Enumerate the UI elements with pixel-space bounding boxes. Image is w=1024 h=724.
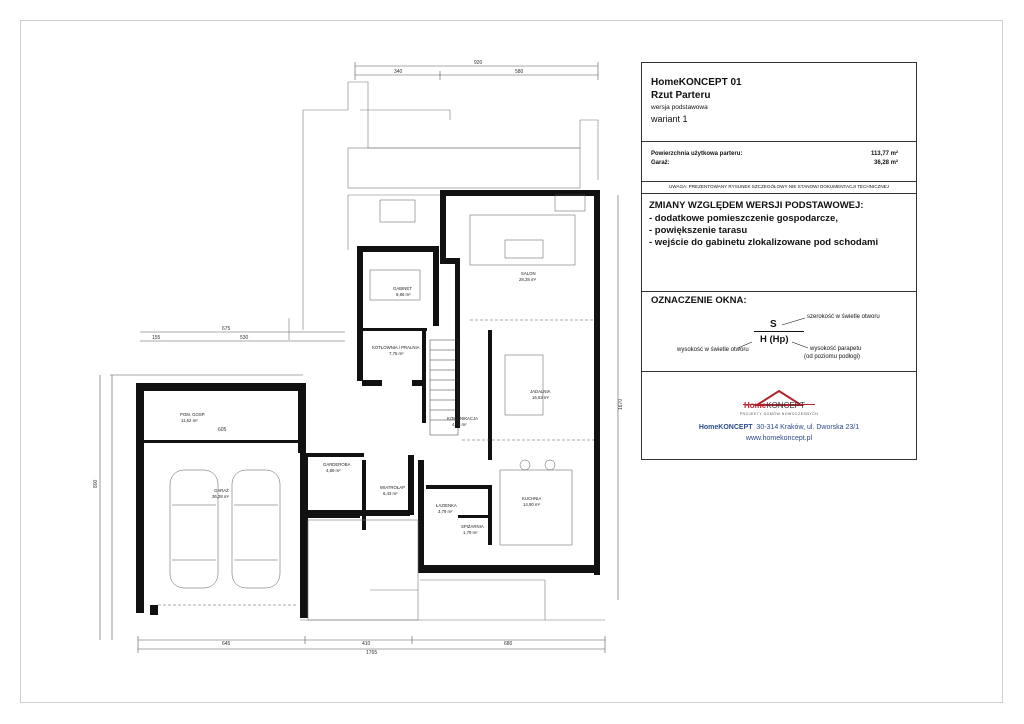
dim-bottom-mid: 410 [362,641,371,647]
room-kotlownia-area: 7,76 m² [389,351,404,356]
dim-left-b: 155 [152,335,161,341]
room-gabinet: GABINET [393,286,412,291]
room-komunikacja: KOMUNIKACJA [447,416,479,421]
version-label: wersja podstawowa [651,104,708,111]
room-spizarnia-area: 1,79 m² [463,530,478,535]
area-label-garage: Garaż: [651,160,670,166]
area-value-garage: 36,28 m² [873,160,898,166]
area-value-floor: 113,77 m² [870,151,898,157]
logo-wordmark: HomeKONCEPT [744,401,805,410]
room-lazienka-area: 3,79 m² [438,509,453,514]
room-salon: SALON [521,271,536,276]
dim-bottom-left: 645 [222,641,231,647]
company-website[interactable]: www.homekoncept.pl [745,435,813,442]
legend-leaders [642,63,918,383]
company-address: HomeKONCEPT 30-314 Kraków, ul. Dworska 23/1 [698,424,860,431]
project-title: HomeKONCEPT 01 [651,77,742,88]
window-legend-s: S [770,319,777,330]
disclaimer-note: UWAGA: PREZENTOWANY RYSUNEK SZCZEGÓŁOWY NIE STANOWI DOKUMENTACJI TECHNICZNEJ [668,184,890,189]
area-label-floor: Powierzchnia użytkowa parteru: [651,151,743,157]
logo-tagline: PROJEKTY DOMÓW NOWOCZESNYCH [739,412,819,416]
legend-sill-label: wysokość parapetu [810,346,862,352]
room-garderoba: GARDEROBA [323,462,351,467]
changes-heading: ZMIANY WZGLĘDEM WERSJI PODSTAWOWEJ: [649,200,864,211]
room-komunikacja-area: 4,38 m² [452,422,467,427]
variant-label: wariant 1 [651,114,688,124]
room-pom-gosp-area: 11,62 m² [181,418,198,423]
view-title: Rzut Parteru [651,90,711,101]
divider [642,371,916,372]
walls-main [305,190,600,575]
dim-bottom-total: 1765 [366,650,378,656]
dim-side-800: 800 [93,479,99,488]
walls-garage [136,383,308,618]
room-garaz: GARAŻ [214,488,229,493]
dim-left-a: 675 [222,326,231,332]
room-gabinet-area: 9,86 m² [396,292,411,297]
window-legend-h: H (Hp) [760,334,789,345]
room-jadalnia-area: 16,63 m² [532,395,549,400]
dim-top-left: 340 [394,69,403,75]
change-item: - dodatkowe pomieszczenie gospodarcze, [649,213,838,224]
room-garderoba-area: 4,89 m² [326,468,341,473]
dim-left-c: 530 [240,335,249,341]
change-item: - wejście do gabinetu zlokalizowane pod schodami [649,237,879,248]
room-kotlownia: KOTŁOWNIA / PRALNIA [372,345,420,350]
dim-bottom-right: 680 [504,641,513,647]
dim-top-total: 920 [474,60,483,66]
room-salon-area: 28,28 m² [519,277,536,282]
change-item: - powiększenie tarasu [649,225,748,236]
dim-garage-inner: 605 [218,427,227,433]
room-kuchnia: KUCHNIA [522,496,542,501]
room-pom-gosp: POM. GOSP. [180,412,206,417]
room-lazienka: ŁAZIENKA [436,503,457,508]
dim-top-right: 580 [515,69,524,75]
legend-width-label: szerokość w świetle otworu [807,314,880,320]
room-garaz-area: 36,28 m² [212,494,229,499]
room-wiatrolap: WIATROŁAP [380,485,405,490]
room-wiatrolap-area: 6,43 m² [383,491,398,496]
room-spizarnia: SPIŻARNIA [461,524,484,529]
title-block [641,62,917,460]
room-jadalnia: JADALNIA [530,389,551,394]
room-kuchnia-area: 14,90 m² [523,502,540,507]
legend-height-label: wysokość w świetle otworu [677,347,749,353]
dim-side-1670: 1670 [618,398,624,410]
window-legend-heading: OZNACZENIE OKNA: [651,295,747,306]
legend-sill-sub: (od poziomu podłogi) [804,354,861,360]
